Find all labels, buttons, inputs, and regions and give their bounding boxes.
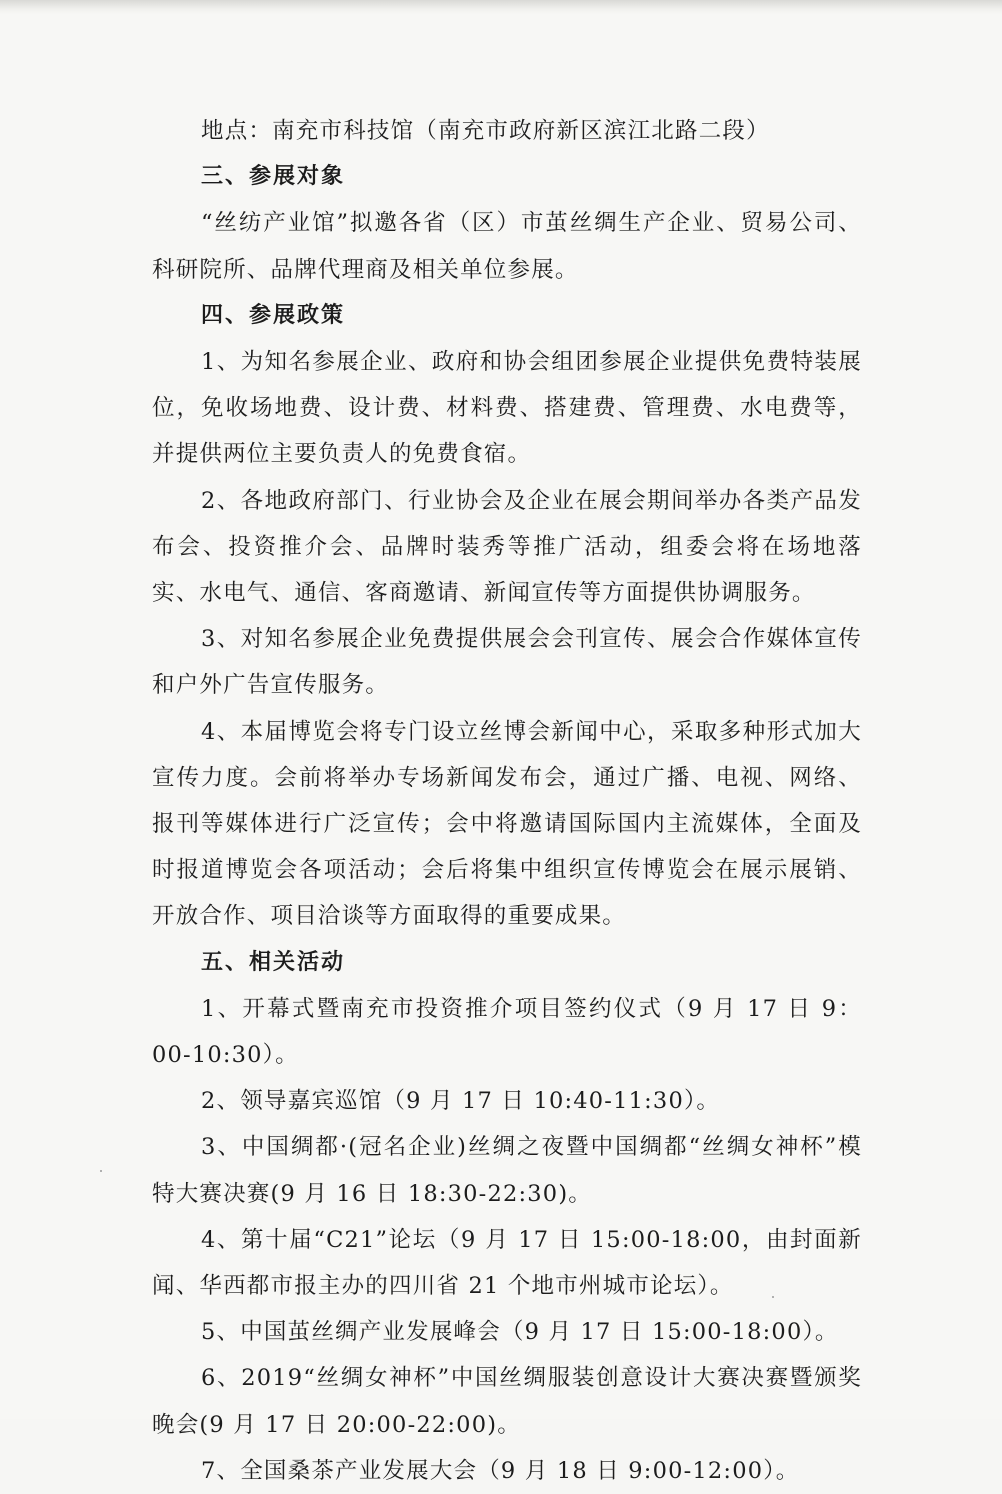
section-heading-participants: 三、参展对象 — [201, 164, 346, 190]
scan-edge-shadow — [0, 0, 1002, 14]
activity-item-2: 2、领导嘉宾巡馆（9 月 17 日 10:40-11:30）。 — [201, 1088, 721, 1115]
document-body — [152, 108, 862, 1494]
activity-item-6: 6、2019“丝绸女神杯”中国丝绸服装创意设计大赛决赛暨颁奖晚会(9 月 17 日 20:00-22:00)。 — [152, 1365, 862, 1438]
activity-item-5: 5、中国茧丝绸产业发展峰会（9 月 17 日 15:00-18:00）。 — [201, 1319, 839, 1346]
scan-speck — [100, 1170, 102, 1172]
location-line: 地点：南充市科技馆（南充市政府新区滨江北路二段） — [201, 118, 770, 144]
activity-item-7: 7、全国桑茶产业发展大会（9 月 18 日 9:00-12:00）。 — [201, 1457, 800, 1484]
policy-item-2: 2、各地政府部门、行业协会及企业在展会期间举办各类产品发布会、投资推介会、品牌时装秀等推广活动，组委会将在场地落实、水电气、通信、客商邀请、新闻宣传等方面提供协调服务。 — [152, 487, 862, 607]
section-heading-activities: 五、相关活动 — [201, 949, 346, 975]
scan-speck — [772, 1296, 774, 1298]
activity-item-1: 1、开幕式暨南充市投资推介项目签约仪式（9 月 17 日 9：00-10:30）。 — [152, 995, 862, 1069]
policy-item-3: 3、对知名参展企业免费提供展会会刊宣传、展会合作媒体宣传和户外广告宣传服务。 — [152, 626, 862, 699]
participants-paragraph: “丝纺产业馆”拟邀各省（区）市茧丝绸生产企业、贸易公司、科研院所、品牌代理商及相关单位参展。 — [152, 210, 862, 283]
activity-item-4: 4、第十届“C21”论坛（9 月 17 日 15:00-18:00，由封面新闻、华西都市报主办的四川省 21 个地市州城市论坛）。 — [152, 1226, 862, 1300]
policy-item-1: 1、为知名参展企业、政府和协会组团参展企业提供免费特装展位，免收场地费、设计费、材料费、搭建费、管理费、水电费等，并提供两位主要负责人的免费食宿。 — [152, 349, 862, 468]
section-heading-policy: 四、参展政策 — [201, 302, 346, 328]
activity-item-3: 3、中国绸都·(冠名企业)丝绸之夜暨中国绸都“丝绸女神杯”模特大赛决赛(9 月 16 日 18:30-22:30)。 — [152, 1134, 862, 1207]
policy-item-4: 4、本届博览会将专门设立丝博会新闻中心，采取多种形式加大宣传力度。会前将举办专场新闻发布会，通过广播、电视、网络、报刊等媒体进行广泛宣传；会中将邀请国际国内主流媒体，全面及时报道博览会各项活动；会后将集中组织宣传博览会在展示展销、开放合作、项目洽谈等方面取得的重要成果。 — [152, 718, 862, 930]
